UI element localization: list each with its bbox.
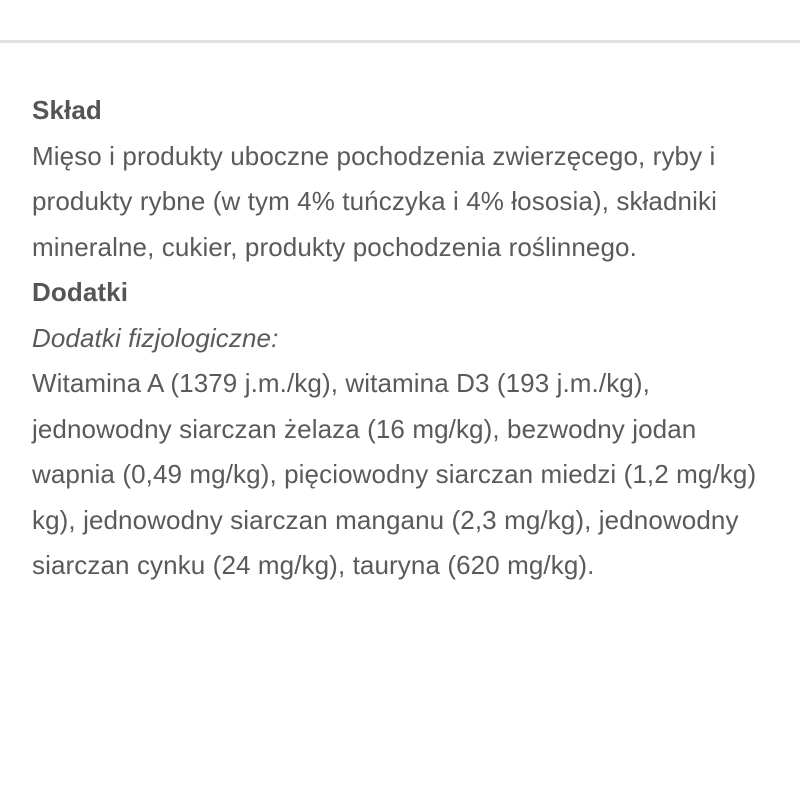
product-details (32, 88, 777, 589)
composition-text: Mięso i produkty uboczne pochodzenia zwierzęcego, ryby i produkty rybne (w tym 4% tuńczyka i 4% łososia), składniki mineralne, cukier, produkty pochodzenia roślinnego. (32, 140, 717, 262)
additives-heading: Dodatki (32, 277, 129, 307)
composition-heading: Skład (32, 95, 102, 125)
additives-subheading: Dodatki fizjologiczne: (32, 322, 279, 353)
additives-text: Witamina A (1379 j.m./kg), witamina D3 (193 j.m./kg), jednowodny siarczan żelaza (16 mg/kg), bezwodny jodan wapnia (0,49 mg/kg), pięciowodny siarczan miedzi (1,2 mg/kg) kg), jednowodny siarczan manganu (2,3 mg/kg), jednowodny siarczan cynku (24 mg/kg), tauryna (620 mg/kg). (32, 368, 757, 580)
top-divider (0, 40, 800, 43)
